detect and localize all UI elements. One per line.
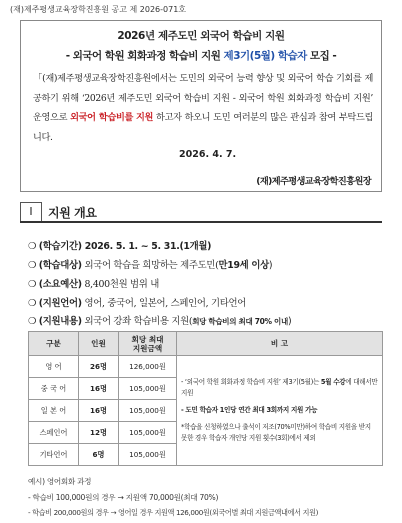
item-languages: ❍ (지원언어) 영어, 중국어, 일본어, 스페인어, 기타언어 — [28, 298, 247, 309]
item-content: ❍ (지원내용) 외국어 강좌 학습비용 지원(회당 학습비의 최대 70% 이내) — [28, 316, 292, 327]
announcement-date: 2026. 4. 7. — [179, 149, 237, 160]
item-end: ) — [287, 316, 292, 327]
cell-count: 26명 — [79, 356, 119, 378]
item-small-note: 회당 학습비의 최대 70% 이내 — [192, 317, 288, 326]
section-number: Ⅰ — [20, 202, 42, 222]
item-label: (지원언어) — [38, 298, 82, 309]
header-remarks: 비 고 — [177, 332, 383, 356]
cell-language: 일 본 어 — [29, 400, 79, 422]
cell-amount: 126,000원 — [119, 356, 177, 378]
item-label: (학습대상) — [38, 260, 82, 271]
header-count: 인원 — [79, 332, 119, 356]
cell-language: 스페인어 — [29, 422, 79, 444]
item-value: 외국어 강좌 학습비용 지원( — [81, 316, 193, 327]
support-table — [28, 331, 383, 466]
cell-amount: 105,000원 — [119, 422, 177, 444]
cell-language: 중 국 어 — [29, 378, 79, 400]
cell-count: 6명 — [79, 444, 119, 466]
cell-amount: 105,000원 — [119, 400, 177, 422]
remark-2 — [181, 405, 378, 416]
intro-paragraph — [33, 69, 373, 147]
remark-1 — [181, 377, 378, 399]
cell-amount: 105,000원 — [119, 444, 177, 466]
item-bold-tail: 만19세 이상 — [218, 260, 269, 271]
item-value: 영어, 중국어, 일본어, 스페인어, 기타언어 — [81, 298, 247, 309]
intro-text-end: 하고자 하오니 도민 여러분의 많은 관심과 참여 부탁드립니다. — [33, 112, 373, 143]
intro-bold-2: 지원 — [136, 112, 154, 123]
remark-1-text: - ‘외국어 학원 회화과정 학습비 지원’ 제3기(5월)는 — [181, 378, 321, 386]
header-max-amount: 회당 최대 지원금액 — [119, 332, 177, 356]
organization-name: (재)제주평생교육장학진흥원장 — [256, 176, 371, 187]
item-value: 8,400천원 범위 내 — [81, 279, 159, 290]
title-line-2 — [21, 48, 381, 63]
remark-1-bold: 5월 수강 — [320, 378, 346, 386]
table-row — [29, 356, 383, 378]
section-title: 지원 개요 — [48, 206, 97, 220]
intro-text: 「(재)제주평생교육장학진흥원에서는 도민의 외국어 능력 향상 및 외국어 학습 기회를 제공하기 위해 ‘2026년 제주도민 외국어 학습비 지원 - 외국어 학원 회화과정 학습비 지원’ 운영으로 — [33, 73, 373, 123]
example-line-2: - 학습비 200,000원의 경우 → 영어일 경우 지원액 126,000원(외국어별 최대 지원금액내에서 지원) — [28, 508, 319, 517]
title-line-1: 2026년 제주도민 외국어 학습비 지원 — [117, 30, 285, 42]
cell-count: 16명 — [79, 400, 119, 422]
item-value: 2026. 5. 1. ~ 5. 31.(1개월) — [81, 241, 212, 252]
intro-bold-1: 외국어 학습비를 — [70, 112, 134, 123]
cell-amount: 105,000원 — [119, 378, 177, 400]
item-label: (지원내용) — [38, 316, 82, 327]
remark-3: *학습을 신청하였으나 출석이 저조(70%미만)하여 학습비 지원을 받지 못한 경우 학습자 개인당 지원 횟수(3회)에서 제외 — [181, 423, 371, 442]
header-category: 구분 — [29, 332, 79, 356]
item-label: (소요예산) — [38, 279, 82, 290]
notice-number: (재)제주평생교육장학진흥원 공고 제 2026-071호 — [10, 5, 187, 14]
item-label: (학습기간) — [38, 241, 82, 252]
item-value: 외국어 학습을 희망하는 제주도민( — [81, 260, 219, 271]
item-period: ❍ (학습기간) 2026. 5. 1. ~ 5. 31.(1개월) — [28, 241, 212, 252]
remark-2-text: - 도민 학습자 1인당 연간 최대 3회까지 지원 가능 — [181, 406, 318, 414]
item-target: ❍ (학습대상) 외국어 학습을 희망하는 제주도민(만19세 이상) — [28, 260, 273, 271]
section-header — [20, 202, 382, 222]
remarks-cell — [177, 356, 383, 466]
example-heading: 예시) 영어회화 과정 — [28, 477, 92, 486]
cell-count: 16명 — [79, 378, 119, 400]
item-budget: ❍ (소요예산) 8,400천원 범위 내 — [28, 279, 159, 290]
title-line-2-prefix: - 외국어 학원 회화과정 학습비 지원 — [65, 50, 224, 62]
cell-language: 기타언어 — [29, 444, 79, 466]
cell-language: 영 어 — [29, 356, 79, 378]
remark-1-tail: 에 대해서만 지원 — [181, 378, 378, 397]
title-line-2-suffix: 모집 - — [306, 50, 337, 62]
announcement-box — [20, 20, 382, 192]
item-end: ) — [268, 260, 273, 271]
example-line-1: - 학습비 100,000원의 경우 → 지원액 70,000원(최대 70%) — [28, 493, 219, 502]
cell-count: 12명 — [79, 422, 119, 444]
section-rule — [20, 221, 382, 223]
title-highlight: 제3기(5월) 학습자 — [223, 50, 307, 62]
